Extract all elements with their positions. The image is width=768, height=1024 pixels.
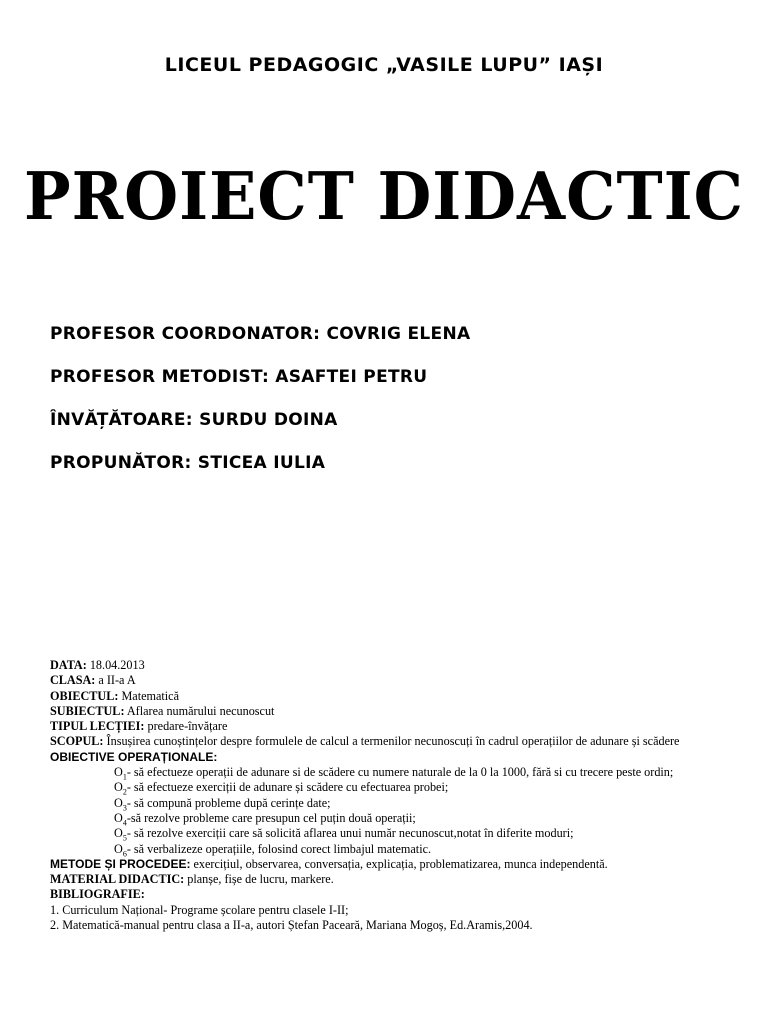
staff-teacher: [50, 410, 730, 430]
school-name: LICEUL PEDAGOGIC „VASILE LUPU” IAȘI: [164, 54, 604, 76]
objective-item: $O_3-$ să compună probleme după cerințe date;: [114, 795, 331, 813]
staff-name: ASAFTEI PETRU: [275, 367, 428, 387]
lesson-type-value: predare-învățare: [147, 719, 228, 734]
objective-item: $O_6-$ să verbalizeze operațiile, folosind corect limbajul matematic.: [114, 841, 432, 858]
objective-item: $O_5-$ să rezolve exerciții care să solicită aflarea unui număr necunoscut,notat în diferite moduri;: [114, 826, 574, 843]
objective-item: $O_1-$ să efectueze operații de adunare si de scădere cu numere naturale de la 0 la 1000, fără si cu trecere peste ordin;: [114, 765, 674, 782]
staff-coordinator: [50, 324, 730, 344]
document-title: PROIECT DIDACTIC: [24, 158, 744, 235]
staff-methodist: [50, 367, 730, 387]
staff-label: ÎNVĂȚĂTOARE:: [50, 410, 193, 430]
objective-item: $O_2-$ să efectueze exerciții de adunare și scădere cu efectuarea probei;: [114, 780, 449, 797]
scope-row: SCOPUL: Însușirea cunoștințelor despre formulele de calcul a termenilor necunoscuți în cadrul operațiilor de adunare și scădere: [50, 734, 680, 749]
bibliography-item: 2. Matematică-manual pentru clasa a II-a, autori Ștefan Paceară, Mariana Mogoș, Ed.Aramis,2004.: [50, 918, 533, 933]
subject-value: Matematică: [121, 688, 179, 703]
staff-name: SURDU DOINA: [199, 410, 338, 430]
material-row: MATERIAL DIDACTIC: planșe, fișe de lucru, markere.: [50, 872, 334, 887]
staff-label: PROFESOR COORDONATOR:: [50, 324, 321, 344]
staff-proposer: [50, 453, 730, 473]
lesson-type-row: TIPUL LECȚIEI: predare-învățare: [50, 719, 228, 734]
staff-label: PROFESOR METODIST:: [50, 367, 270, 387]
staff-name: STICEA IULIA: [197, 453, 326, 473]
class-row: CLASA: a II-a A: [50, 673, 136, 688]
scope-value: Însușirea cunoștințelor despre formulele de calcul a termenilor necunoscuți în cadrul operațiilor de adunare și scădere: [106, 734, 680, 749]
topic-row: SUBIECTUL: Aflarea numărului necunoscut: [50, 703, 275, 718]
bibliography-heading: BIBLIOGRAFIE:: [50, 887, 145, 902]
date-value: 18.04.2013: [89, 658, 145, 672]
lesson-details: [50, 658, 730, 933]
objectives-heading: OBIECTIVE OPERAȚIONALE:: [50, 749, 218, 764]
staff-label: PROPUNĂTOR:: [50, 453, 192, 473]
subject-row: OBIECTUL: Matematică: [50, 688, 179, 703]
material-value: planșe, fișe de lucru, markere.: [187, 872, 334, 887]
objective-item: $O_4-să$ rezolve probleme care presupun cel puțin două operații;: [114, 810, 416, 828]
class-value: a II-a A: [98, 673, 136, 688]
topic-value: Aflarea numărului necunoscut: [126, 703, 275, 718]
staff-name: COVRIG ELENA: [326, 324, 471, 344]
date-row: DATA: 18.04.2013: [50, 658, 145, 672]
bibliography-item: 1. Curriculum Național- Programe școlare pentru clasele I-II;: [50, 902, 349, 917]
methods-value: exercițiul, observarea, conversația, explicația, problematizarea, munca independentă.: [193, 856, 608, 871]
methods-row: METODE ȘI PROCEDEE: exercițiul, observarea, conversația, explicația, problematizarea, munca independentă.: [50, 856, 608, 871]
